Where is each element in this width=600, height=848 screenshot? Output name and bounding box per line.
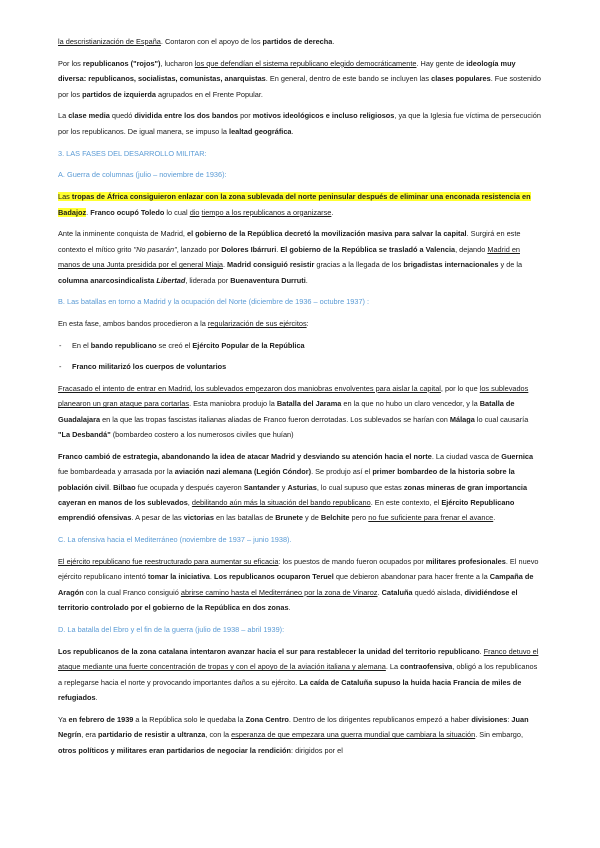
text-span: . [222, 260, 228, 270]
paragraph-armies [58, 316, 542, 331]
paragraph-mediterranean [58, 554, 542, 616]
text-span: dividida entre los dos bandos [134, 111, 239, 121]
text-span: por [238, 111, 253, 121]
text-span: gracias a la llegada de los [314, 260, 404, 270]
text-span: La caída de Cataluña supuso la huida hacia Francia de miles de refugiados [58, 677, 522, 703]
text-span: . El nuevo ejército republicano intentó [58, 557, 539, 582]
text-span: La [58, 111, 69, 121]
text-span: Madrid en manos de una Junta presidida por el general Miaja [58, 244, 520, 270]
text-span: pero [349, 513, 369, 523]
text-span: contraofensiva [400, 662, 453, 672]
text-span: en la que las tropas fascistas italianas aliadas de Franco fueron derrotadas. Los sublevados se harían con [100, 414, 450, 424]
text-span: se creó el [156, 341, 193, 351]
text-span: . [377, 587, 382, 597]
text-span: (bombardeo costero a los numerosos civiles que huían) [110, 430, 294, 440]
text-span: : los puestos de mando fueron ocupados por [278, 557, 426, 567]
text-span: Málaga [449, 414, 475, 424]
text-span: . Se produjo así el [311, 467, 373, 477]
bullet-list [58, 338, 542, 375]
text-span: Dolores Ibárruri [221, 244, 277, 254]
text-span: . Hay gente de [416, 58, 467, 68]
paragraph-middle-class [58, 108, 542, 139]
text-span: Los republicanos de la zona catalana intentaron avanzar hacia el sur para restablecer la unidad del territorio republicano [58, 646, 480, 656]
paragraph-republicans [58, 56, 542, 102]
text-span: regularización de sus ejércitos [207, 319, 307, 329]
text-span: lealtad geográfica [229, 126, 292, 136]
text-span: , [187, 498, 192, 508]
text-span: . La [385, 662, 401, 672]
text-span: . La ciudad vasca de [431, 451, 502, 461]
text-span: otros políticos y militares eran partidarios de negociar la rendición [58, 745, 292, 755]
text-span: , por lo que [440, 383, 480, 393]
text-span: . Sin embargo, [475, 730, 523, 740]
text-span: con la cual Franco consiguió [83, 587, 181, 597]
text-span: . A pesar de las [131, 513, 184, 523]
text-span: Fracasado el intento de entrar en Madrid, los sublevados empezaron dos maniobras envolventes para aislar la capital [58, 383, 441, 393]
paragraph-columns [58, 189, 542, 220]
text-span: Ejército Popular de la República [192, 341, 305, 351]
text-span: tropas de África consiguieron enlazar con la zona sublevada del norte peninsular después de eliminar una enconada resistencia en Badajoz [58, 192, 531, 217]
text-span: Santander [243, 482, 280, 492]
text-span: . [276, 244, 281, 254]
paragraph-religion [58, 34, 542, 49]
text-span: . En este contexto, el [370, 498, 442, 508]
text-span: aviación nazi alemana (Legión Cóndor) [174, 467, 312, 477]
text-span: partidario de resistir a ultranza [98, 730, 206, 740]
text-span: . En general, dentro de este bando se incluyen las [265, 74, 432, 84]
text-span: abrirse camino hasta el Mediterráneo por la zona de Vinaroz [180, 587, 378, 597]
text-span: dividiéndose el territorio controlado por el gobierno de la República en dos zonas [58, 587, 518, 613]
text-span: zonas mineras de gran importancia cayeran en manos de los sublevados [58, 482, 528, 508]
text-span: Campaña de Aragón [58, 572, 534, 597]
text-span: los sublevados planearon un gran ataque para cortarlas [58, 383, 529, 409]
text-span: que debieron abandonar para hacer frente a la [333, 572, 490, 582]
text-span: Cataluña [381, 587, 413, 597]
text-span: y de [302, 513, 321, 523]
text-span: . [86, 207, 91, 217]
text-span: dio [189, 207, 200, 217]
text-span: : dirigidos por el [291, 745, 343, 755]
text-span: Las [58, 192, 72, 202]
text-span: . [305, 275, 308, 285]
subsection-title-a: A. Guerra de columnas (julio – noviembre de 1936): [58, 170, 227, 180]
text-span: Asturias [287, 482, 317, 492]
text-span: . [493, 513, 496, 523]
paragraph-end-of-war [58, 712, 542, 758]
text-span: partidos de izquierda [82, 89, 156, 99]
text-span: debilitando aún más la situación del bando republicano [191, 498, 371, 508]
text-span: Zona Centro [245, 714, 289, 724]
text-span: Ya [58, 714, 69, 724]
text-span: . Fue sostenido por los [58, 74, 541, 99]
text-span: el gobierno de la República decretó la movilización masiva para salvar la capital [187, 229, 467, 239]
text-span: Franco ocupó Toledo [90, 207, 165, 217]
text-span: . Surgirá en este contexto el mítico grito [58, 229, 521, 254]
text-span: "La Desbandá" [58, 430, 111, 440]
text-span: y [279, 482, 288, 492]
text-span: El gobierno de la República se trasladó a Valencia [280, 244, 456, 254]
text-span: militares profesionales [425, 557, 506, 567]
text-span: , con la [205, 730, 232, 740]
text-span: , liderada por [185, 275, 231, 285]
text-span: . [95, 693, 98, 703]
text-span: Franco detuvo el ataque mediante una fuerte concentración de tropas y con el apoyo de la aviación italiana y alemana [58, 646, 539, 672]
text-span: Batalla de Guadalajara [58, 399, 515, 424]
paragraph-madrid [58, 226, 542, 288]
text-span: ideología muy diversa: republicanos, socialistas, comunistas, anarquistas [58, 58, 516, 84]
text-span: Ante la inminente conquista de Madrid, [58, 229, 187, 239]
text-span: Los republicanos ocuparon Teruel [213, 572, 334, 582]
section-title: 3. LAS FASES DEL DESARROLLO MILITAR: [58, 148, 207, 158]
text-span: , lo cual supuso que estas [316, 482, 404, 492]
text-span: en las batallas de [213, 513, 276, 523]
text-span: quedó aislada, [412, 587, 465, 597]
text-span: quedó [109, 111, 135, 121]
text-span: en la que no hubo un claro vencedor, y la [341, 399, 480, 409]
text-span: Franco militarizó los cuerpos de voluntarios [72, 362, 227, 372]
text-span: los que defendían el sistema republicano elegido democráticamente [194, 58, 417, 68]
text-span: Por los [58, 58, 83, 68]
text-span: la descristianización de España [58, 37, 161, 46]
paragraph-north [58, 449, 542, 526]
text-span: En el [72, 341, 91, 351]
text-span: Libertad [156, 275, 186, 285]
text-span: agrupados en el Frente Popular. [155, 89, 263, 99]
text-span: . [288, 603, 291, 613]
text-span: a la República solo le quedaba la [133, 714, 246, 724]
text-span: Franco cambió de estrategia, abandonando la idea de atacar Madrid y desviando su atención hacia el norte [58, 451, 432, 461]
text-span: primer bombardeo de la historia sobre la población civil [58, 467, 515, 492]
text-span: bando republicano [90, 341, 157, 351]
text-span: Guernica [501, 451, 534, 461]
text-span: Madrid consiguió resistir [227, 260, 315, 270]
text-span: Juan Negrín [58, 714, 529, 740]
text-span: brigadistas internacionales [403, 260, 499, 270]
text-span: clase media [68, 111, 110, 121]
paragraph-ebro [58, 644, 542, 706]
text-span: lo cual causaría [474, 414, 529, 424]
list-item [58, 359, 542, 374]
text-span: El ejército republicano fue reestructurado para aumentar su eficacia [58, 557, 279, 567]
text-span: victorias [183, 513, 214, 523]
text-span: , ya que la Iglesia fue víctima de persecución por los republicanos. De igual manera, se impuso la [58, 111, 541, 136]
text-span: , era [81, 730, 99, 740]
text-span: , obligó a los republicanos a replegarse hacia el norte y provocando importantes daños a su ejército. [58, 662, 538, 687]
text-span: . Dentro de los dirigentes republicanos empezó a haber [288, 714, 472, 724]
text-span: Bilbao [113, 482, 136, 492]
text-span: , lanzado por [176, 244, 222, 254]
text-span: , dejando [455, 244, 488, 254]
text-span: Ejército Republicano emprendió ofensivas [58, 498, 515, 523]
text-span: Brunete [275, 513, 303, 523]
text-span: motivos ideológicos e incluso religiosos [252, 111, 395, 121]
text-span: . [479, 646, 484, 656]
text-span: columna anarcosindicalista [58, 275, 157, 285]
text-span: divisiones [471, 714, 508, 724]
text-span: . [332, 37, 335, 46]
text-span: . [291, 126, 294, 136]
text-span: clases populares [431, 74, 491, 84]
text-span: lo cual [164, 207, 190, 217]
text-span: tiempo a los republicanos a organizarse [201, 207, 332, 217]
text-span: esperanza de que empezara una guerra mundial que cambiara la situación [231, 730, 476, 740]
text-span: . Esta maniobra produjo la [189, 399, 277, 409]
text-span: fue bombardeada y arrasada por la [58, 467, 175, 477]
text-span: Belchite [320, 513, 350, 523]
text-span: y de la [498, 260, 523, 270]
paragraph-jarama [58, 381, 542, 443]
text-span: En esta fase, ambos bandos procedieron a la [58, 319, 208, 329]
subsection-title-b: B. Las batallas en torno a Madrid y la ocupación del Norte (diciembre de 1936 – octubre 1937) : [58, 297, 370, 307]
subsection-title-c: C. La ofensiva hacia el Mediterráneo (noviembre de 1937 – junio 1938). [58, 535, 292, 545]
text-span: fue ocupada y después cayeron [135, 482, 244, 492]
text-span: tomar la iniciativa [147, 572, 210, 582]
text-span: Buenaventura Durruti [230, 275, 306, 285]
text-span: . Contaron con el apoyo de los [160, 37, 263, 46]
text-span: : [306, 319, 309, 329]
text-span: en febrero de 1939 [68, 714, 134, 724]
text-span: . [331, 207, 334, 217]
text-span: republicanos ("rojos") [82, 58, 161, 68]
text-span: no fue suficiente para frenar el avance [368, 513, 494, 523]
subsection-title-d: D. La batalla del Ebro y el fin de la guerra (julio de 1938 – abril 1939): [58, 625, 285, 635]
text-span: "No pasarán" [133, 244, 177, 254]
text-span: . [109, 482, 114, 492]
list-item [58, 338, 542, 353]
text-span: : [507, 714, 512, 724]
text-span: , lucharon [160, 58, 195, 68]
text-span: Batalla del Jarama [276, 399, 342, 409]
text-span: partidos de derecha [262, 37, 333, 46]
text-span: . [209, 572, 214, 582]
